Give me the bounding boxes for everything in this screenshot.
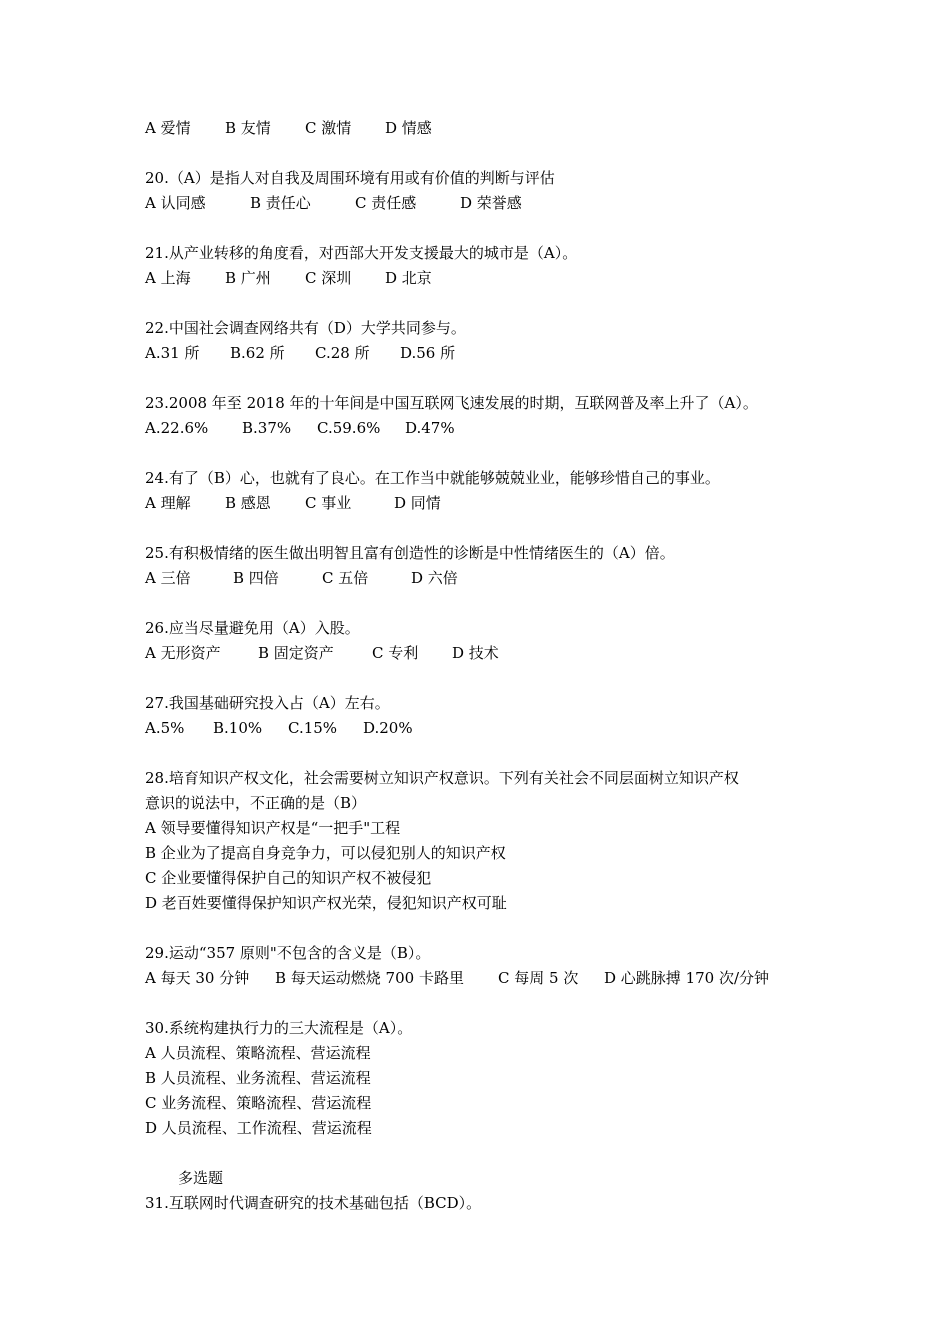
option-b: B.10% — [213, 719, 263, 737]
question-24: 24.有了（B）心，也就有了良心。在工作当中就能够兢兢业业，能够珍惜自己的事业。 — [145, 469, 720, 487]
option-d: D.47% — [405, 419, 455, 437]
options-row-27 — [145, 716, 825, 741]
options-row-22 — [145, 341, 825, 366]
question-27: 27.我国基础研究投入占（A）左右。 — [145, 694, 390, 712]
option-a: A 爱情 — [145, 119, 191, 137]
question-21: 21.从产业转移的角度看，对西部大开发支援最大的城市是（A）。 — [145, 244, 578, 262]
option-a: A 认同感 — [145, 194, 206, 212]
option-d: D 心跳脉搏 170 次/分钟 — [604, 969, 770, 987]
option-a: A 无形资产 — [145, 644, 221, 662]
option-a: A.5% — [145, 719, 185, 737]
option-a: A 领导要懂得知识产权是“一把手"工程 — [145, 819, 401, 837]
option-c: C.28 所 — [315, 344, 370, 362]
option-d: D 北京 — [385, 269, 432, 287]
option-c: C.59.6% — [317, 419, 381, 437]
question-31: 31.互联网时代调查研究的技术基础包括（BCD）。 — [145, 1194, 482, 1212]
question-23: 23.2008 年至 2018 年的十年间是中国互联网飞速发展的时期，互联网普及率上升了（A）。 — [145, 394, 758, 412]
option-a: A 上海 — [145, 269, 191, 287]
option-a: A.22.6% — [145, 419, 209, 437]
option-d: D.20% — [363, 719, 413, 737]
option-b: B 责任心 — [250, 194, 311, 212]
options-row-20 — [145, 191, 825, 216]
options-row-26 — [145, 641, 825, 666]
option-a: A 三倍 — [145, 569, 191, 587]
section-title: 多选题 — [178, 1169, 224, 1187]
option-c: C 激情 — [305, 119, 352, 137]
option-c: C 业务流程、策略流程、营运流程 — [145, 1094, 372, 1112]
options-row-23 — [145, 416, 825, 441]
option-b: B 人员流程、业务流程、营运流程 — [145, 1069, 371, 1087]
option-a: A 理解 — [145, 494, 191, 512]
options-row-25 — [145, 566, 825, 591]
option-d: D 技术 — [452, 644, 499, 662]
option-b: B 广州 — [225, 269, 271, 287]
option-c: C 企业要懂得保护自己的知识产权不被侵犯 — [145, 869, 432, 887]
option-c: C 每周 5 次 — [498, 969, 579, 987]
option-d: D 荣誉感 — [460, 194, 522, 212]
option-c: C 责任感 — [355, 194, 417, 212]
option-b: B 感恩 — [225, 494, 271, 512]
option-b: B.37% — [242, 419, 292, 437]
option-c: C.15% — [288, 719, 338, 737]
document-page — [145, 116, 825, 1216]
option-b: B 四倍 — [233, 569, 279, 587]
option-c: C 深圳 — [305, 269, 352, 287]
question-28-line-1: 28.培育知识产权文化，社会需要树立知识产权意识。下列有关社会不同层面树立知识产权 — [145, 769, 739, 787]
option-b: B 固定资产 — [258, 644, 334, 662]
option-a: A.31 所 — [145, 344, 200, 362]
option-d: D 同情 — [394, 494, 441, 512]
option-c: C 专利 — [372, 644, 419, 662]
question-30: 30.系统构建执行力的三大流程是（A）。 — [145, 1019, 413, 1037]
question-22: 22.中国社会调查网络共有（D）大学共同参与。 — [145, 319, 466, 337]
question-26: 26.应当尽量避免用（A）入股。 — [145, 619, 360, 637]
option-d: D 六倍 — [411, 569, 458, 587]
option-b: B 企业为了提高自身竞争力，可以侵犯别人的知识产权 — [145, 844, 506, 862]
option-d: D 情感 — [385, 119, 432, 137]
option-c: C 事业 — [305, 494, 352, 512]
options-row-21 — [145, 266, 825, 291]
question-28-line-2: 意识的说法中，不正确的是（B） — [145, 794, 367, 812]
option-a: A 人员流程、策略流程、营运流程 — [145, 1044, 371, 1062]
question-29: 29.运动“357 原则"不包含的含义是（B）。 — [145, 944, 431, 962]
option-c: C 五倍 — [322, 569, 369, 587]
question-25: 25.有积极情绪的医生做出明智且富有创造性的诊断是中性情绪医生的（A）倍。 — [145, 544, 675, 562]
option-a: A 每天 30 分钟 — [145, 969, 250, 987]
options-row-24 — [145, 491, 825, 516]
question-20: 20.（A）是指人对自我及周围环境有用或有价值的判断与评估 — [145, 169, 555, 187]
option-b: B.62 所 — [230, 344, 285, 362]
options-row-29 — [145, 966, 825, 991]
option-b: B 友情 — [225, 119, 271, 137]
option-d: D 人员流程、工作流程、营运流程 — [145, 1119, 372, 1137]
option-d: D.56 所 — [400, 344, 456, 362]
option-b: B 每天运动燃烧 700 卡路里 — [275, 969, 464, 987]
options-row-19 — [145, 116, 825, 141]
option-d: D 老百姓要懂得保护知识产权光荣，侵犯知识产权可耻 — [145, 894, 507, 912]
